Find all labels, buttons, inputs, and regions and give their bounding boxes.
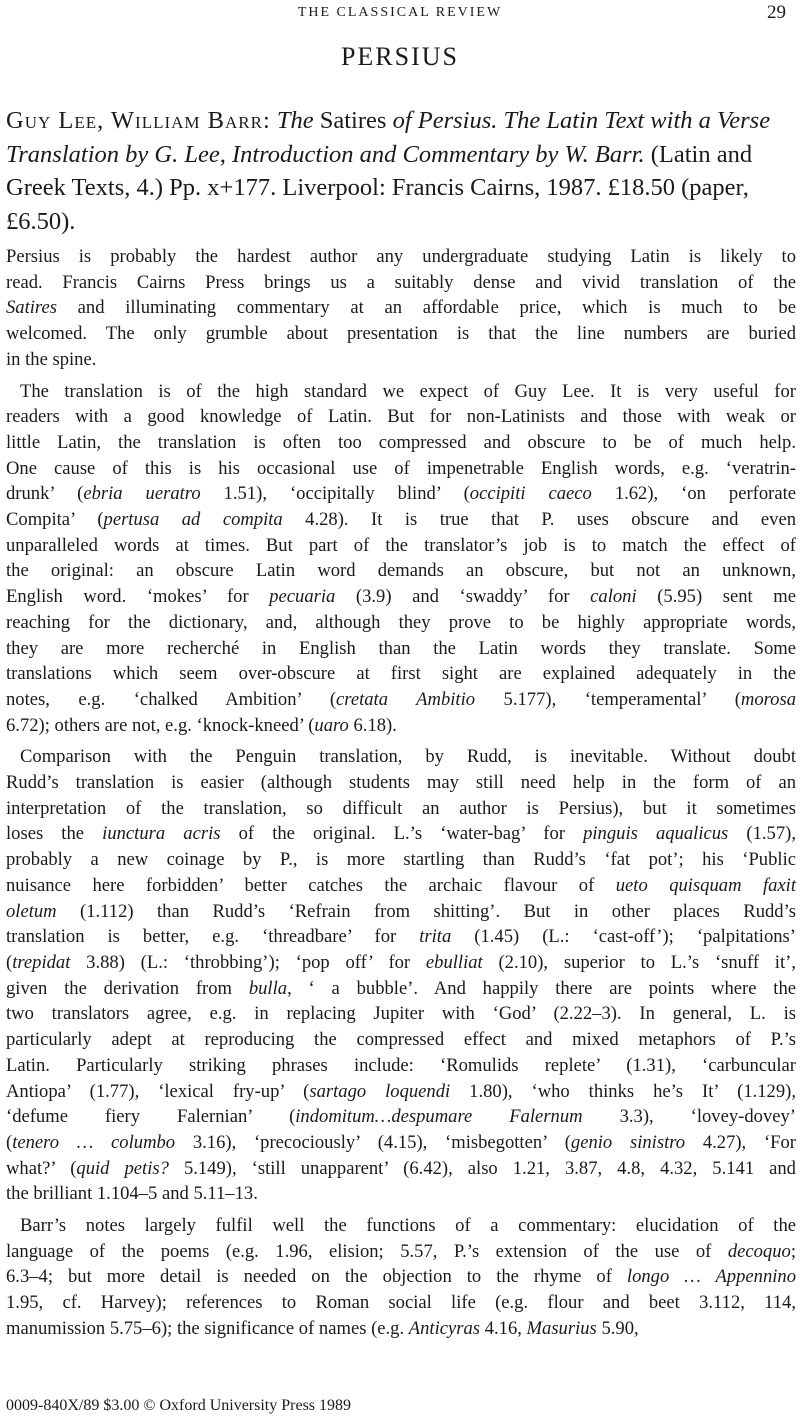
text-line: Compita’ (pertusa ad compita 4.28). It is true that P. uses obscure and even: [6, 509, 796, 531]
text-line: nuisance here forbidden’ better catches the archaic flavour of ueto quisquam faxit: [6, 874, 796, 896]
latin-term: morosa: [740, 688, 797, 710]
latin-term: sartago loquendi: [309, 1080, 451, 1102]
text-line: 1.95, cf. Harvey); references to Roman social life (e.g. flour and beet 3.112, 114,: [6, 1292, 796, 1314]
latin-term: trita: [419, 926, 452, 948]
text-line: little Latin, the translation is often too compressed and obscure to be of much help.: [6, 431, 796, 453]
text-line: translations which seem over-obscure at first sight are explained adequately in the: [6, 663, 796, 685]
page-number: 29: [767, 2, 786, 23]
latin-term: ebria ueratro: [83, 483, 201, 505]
text-line: Antiopa’ (1.77), ‘lexical fry-up’ (sartago loquendi 1.80), ‘who thinks he’s It’ (1.129),: [6, 1080, 796, 1102]
text-line: the brilliant 1.104–5 and 5.11–13.: [6, 1183, 258, 1205]
text-line: two translators agree, e.g. in replacing Jupiter with ‘God’ (2.22–3). In general, L. is: [6, 1003, 796, 1025]
latin-term: decoquo: [727, 1240, 791, 1262]
latin-term: trepidat: [12, 951, 71, 973]
text-line: drunk’ (ebria ueratro 1.51), ‘occipitally blind’ (occipiti caeco 1.62), ‘on perforate: [6, 483, 796, 505]
text-line: manumission 5.75–6); the significance of names (e.g. Anticyras 4.16, Masurius 5.90,: [6, 1317, 639, 1339]
latin-term: longo … Appennino: [626, 1266, 797, 1288]
text-line: particularly adept at reproducing the compressed effect and mixed metaphors of P.’s: [6, 1029, 796, 1051]
paragraph-2: [6, 379, 796, 739]
latin-term: ebulliat: [425, 951, 483, 973]
text-line: (tenero … columbo 3.16), ‘precociously’ (4.15), ‘misbegotten’ (genio sinistro 4.27), ‘For: [6, 1131, 796, 1153]
latin-term: Satires: [6, 297, 57, 319]
text-line: interpretation of the translation, so difficult an author is Persius), but it sometimes: [6, 797, 796, 819]
latin-term: uaro: [314, 714, 349, 736]
paragraph-4: [6, 1213, 796, 1342]
latin-term: quid petis?: [76, 1157, 169, 1179]
text-line: readers with a good knowledge of Latin. But for non-Latinists and those with weak or: [6, 406, 796, 428]
section-title: PERSIUS: [340, 42, 460, 71]
journal-name: THE CLASSICAL REVIEW: [297, 5, 503, 20]
latin-term: ueto quisquam faxit: [615, 874, 796, 896]
text-line: Satires and illuminating commentary at an affordable price, which is much to be: [6, 297, 796, 319]
text-line: probably a new coinage by P., is more startling than Rudd’s ‘fat pot’; his ‘Public: [6, 849, 796, 871]
text-line: ‘defume fiery Falernian’ (indomitum…despumare Falernum 3.3), ‘lovey-dovey’: [6, 1106, 796, 1128]
latin-term: Masurius: [526, 1317, 597, 1339]
text-line: The translation is of the high standard we expect of Guy Lee. It is very useful for: [20, 380, 796, 402]
text-line: what?’ (quid petis? 5.149), ‘still unapparent’ (6.42), also 1.21, 3.87, 4.8, 4.32, 5.141 and: [6, 1157, 796, 1179]
text-line: read. Francis Cairns Press brings us a suitably dense and vivid translation of the: [6, 271, 796, 293]
latin-term: bulla: [248, 977, 288, 999]
text-line: unparalleled words at times. But part of the translator’s job is to match the effect of: [6, 534, 796, 556]
paragraph-3: [6, 744, 796, 1207]
latin-term: oletum: [6, 900, 57, 922]
citation-title-part3: of Persius. The Latin Text with a Verse Translation by G. Lee, Introduction and Commentary by W. Barr.: [6, 107, 771, 168]
text-line: Barr’s notes largely fulfil well the functions of a commentary: elucidation of the: [20, 1215, 796, 1237]
copyright-footer: 0009-840X/89 $3.00 © Oxford University Press 1989: [6, 1397, 352, 1414]
text-line: English word. ‘mokes’ for pecuaria (3.9) and ‘swaddy’ for caloni (5.95) sent me: [6, 586, 796, 608]
latin-term: caloni: [590, 586, 637, 608]
latin-term: indomitum…despumare Falernum: [295, 1106, 583, 1128]
latin-term: pinguis aqualicus: [583, 823, 729, 845]
text-line: oletum (1.112) than Rudd’s ‘Refrain from shitting’. But in other places Rudd’s: [6, 900, 796, 922]
review-body: [6, 244, 796, 1348]
text-line: (trepidat 3.88) (L.: ‘throbbing’); ‘pop off’ for ebulliat (2.10), superior to L.’s ‘snuff it’,: [6, 951, 796, 973]
text-line: in the spine.: [6, 348, 97, 370]
latin-term: pertusa ad compita: [103, 509, 283, 531]
citation-details: (Latin and Greek Texts, 4.) Pp. x+177. Liverpool: Francis Cairns, 1987. £18.50 (paper, £6.50).: [6, 140, 753, 235]
citation-title-part2: Satires: [319, 107, 387, 134]
paragraph-1: [6, 244, 796, 373]
citation-title-part1: The: [276, 107, 314, 134]
latin-term: iunctura acris: [102, 823, 221, 845]
book-citation: [6, 104, 796, 238]
running-head: [0, 2, 800, 25]
latin-term: tenero … columbo: [12, 1131, 176, 1153]
text-line: welcomed. The only grumble about presentation is that the line numbers are buried: [6, 323, 796, 345]
text-line: Rudd’s translation is easier (although students may still need help in the form of an: [6, 772, 796, 794]
text-line: given the derivation from bulla, ‘ a bubble’. And happily there are points where the: [6, 977, 796, 999]
text-line: One cause of this is his occasional use of impenetrable English words, e.g. ‘veratrin-: [6, 457, 796, 479]
text-line: the original: an obscure Latin word demands an obscure, but not an unknown,: [6, 560, 796, 582]
text-line: 6.3–4; but more detail is needed on the objection to the rhyme of longo … Appennino: [6, 1266, 797, 1288]
latin-term: Anticyras: [408, 1317, 481, 1339]
text-line: notes, e.g. ‘chalked Ambition’ (cretata Ambitio 5.177), ‘temperamental’ (morosa: [6, 688, 797, 710]
text-line: loses the iunctura acris of the original. L.’s ‘water-bag’ for pinguis aqualicus (1.57),: [6, 823, 796, 845]
text-line: Comparison with the Penguin translation, by Rudd, is inevitable. Without doubt: [20, 746, 796, 768]
text-line: language of the poems (e.g. 1.96, elision; 5.57, P.’s extension of the use of decoquo;: [6, 1240, 796, 1262]
text-line: Persius is probably the hardest author any undergraduate studying Latin is likely to: [6, 246, 796, 267]
citation-authors: Guy Lee, William Barr:: [6, 107, 271, 134]
latin-term: occipiti caeco: [469, 483, 592, 505]
latin-term: cretata Ambitio: [336, 688, 476, 710]
text-line: translation is better, e.g. ‘threadbare’ for trita (1.45) (L.: ‘cast-off’); ‘palpitations’: [6, 926, 796, 948]
latin-term: genio sinistro: [570, 1131, 686, 1153]
latin-term: pecuaria: [269, 586, 336, 608]
text-line: they are more recherché in English than the Latin words they translate. Some: [6, 637, 796, 659]
text-line: 6.72); others are not, e.g. ‘knock-kneed’ (uaro 6.18).: [6, 714, 397, 736]
text-line: reaching for the dictionary, and, although they prove to be highly appropriate words,: [6, 611, 796, 633]
text-line: Latin. Particularly striking phrases include: ‘Romulids replete’ (1.31), ‘carbuncular: [6, 1054, 796, 1076]
